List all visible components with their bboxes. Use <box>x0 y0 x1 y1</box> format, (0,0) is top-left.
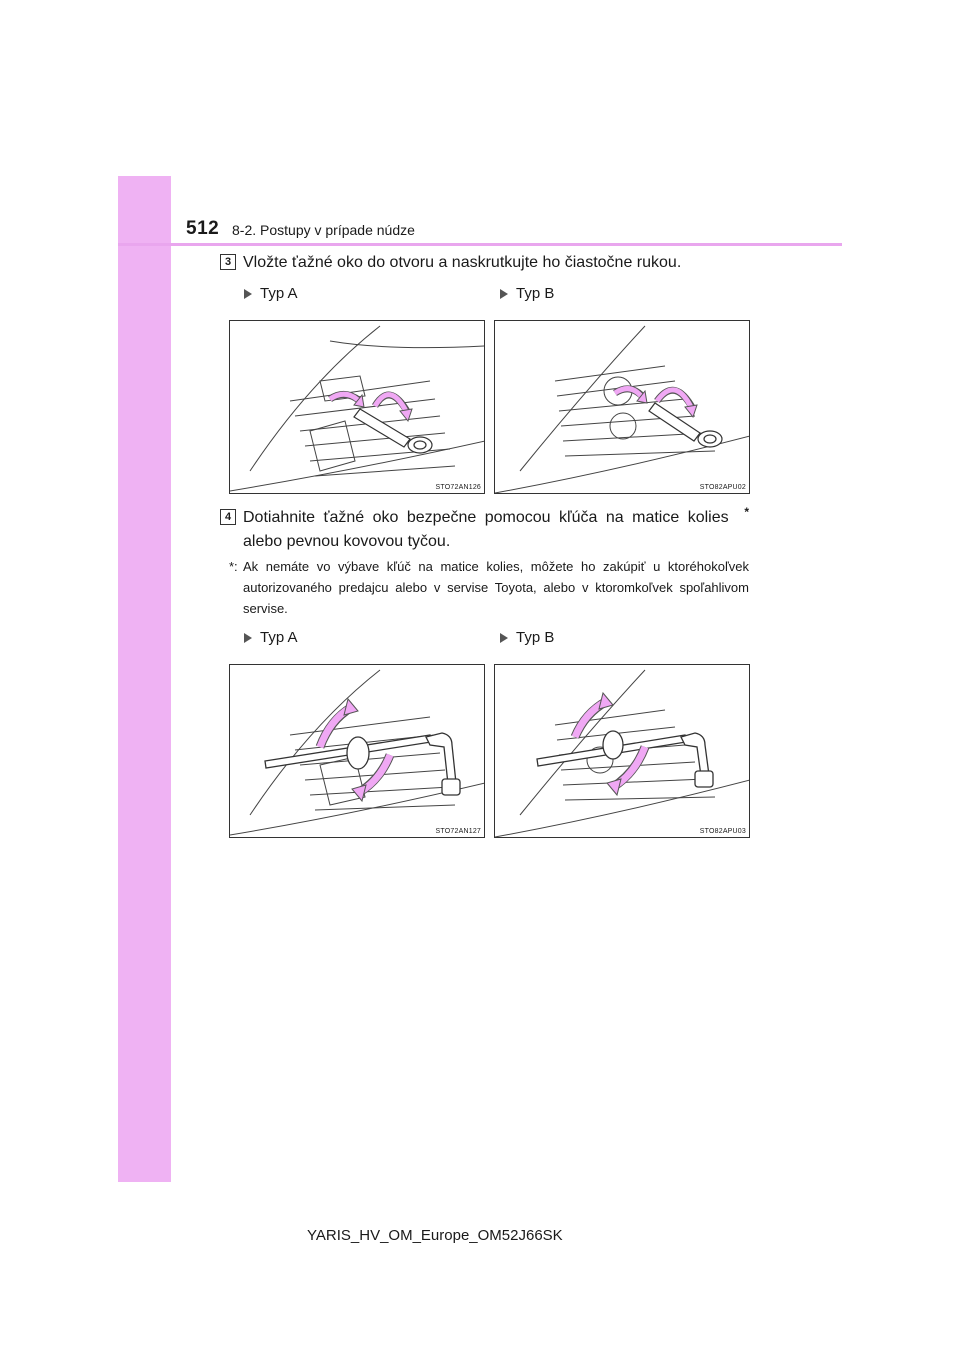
step-4-text-line-1: Dotiahnite ťažné oko bezpečne pomocou kľúča na matice kolies <box>243 509 729 526</box>
step-3-text: Vložte ťažné oko do otvoru a naskrutkujte ho čiastočne rukou. <box>243 254 682 271</box>
section-title: 8-2. Postupy v prípade núdze <box>232 222 415 238</box>
row2-type-a-label <box>244 629 298 646</box>
triangle-bullet-icon <box>244 289 252 299</box>
chapter-sidebar-tab <box>118 176 171 1182</box>
tow-eye-tighten-illustration-a <box>230 665 485 838</box>
figure-tow-eye-insert-type-b <box>494 320 750 494</box>
step-4-text-line-2: alebo pevnou kovovou tyčou. <box>243 533 451 550</box>
step-4-text <box>243 506 749 554</box>
step-4-line-1 <box>243 506 749 530</box>
step-4-badge: 4 <box>220 509 236 525</box>
footnote <box>229 556 749 619</box>
type-b-text: Typ B <box>516 629 555 646</box>
type-a-text: Typ A <box>260 285 298 302</box>
row2-type-b-label <box>500 629 554 646</box>
triangle-bullet-icon <box>244 633 252 643</box>
tow-eye-tighten-illustration-b <box>495 665 750 838</box>
triangle-bullet-icon <box>500 289 508 299</box>
row1-type-b-label <box>500 285 554 302</box>
type-a-text: Typ A <box>260 629 298 646</box>
figure-tow-eye-insert-type-a <box>229 320 485 494</box>
figure-code: STO72AN126 <box>435 484 481 491</box>
step-3-badge: 3 <box>220 254 236 270</box>
figure-code: STO82APU03 <box>699 828 746 835</box>
type-b-text: Typ B <box>516 285 555 302</box>
figure-tow-eye-tighten-type-a <box>229 664 485 838</box>
footnote-mark-label: *: <box>229 559 238 574</box>
row1-type-a-label <box>244 285 298 302</box>
tow-eye-insert-illustration-a <box>230 321 485 494</box>
triangle-bullet-icon <box>500 633 508 643</box>
footnote-mark: * <box>744 505 749 519</box>
document-id-footer: YARIS_HV_OM_Europe_OM52J66SK <box>307 1227 563 1244</box>
footnote-text: Ak nemáte vo výbave kľúč na matice kolies, môžete ho zakúpiť u ktoréhokoľvek autorizovaného predajcu alebo v servise Toyota, alebo v ktoromkoľvek spoľahlivom servise. <box>243 559 749 616</box>
page-number: 512 <box>186 218 220 239</box>
tow-eye-insert-illustration-b <box>495 321 750 494</box>
figure-code: STO82APU02 <box>699 484 746 491</box>
figure-code: STO72AN127 <box>435 828 481 835</box>
figure-tow-eye-tighten-type-b <box>494 664 750 838</box>
header-rule <box>118 243 842 246</box>
